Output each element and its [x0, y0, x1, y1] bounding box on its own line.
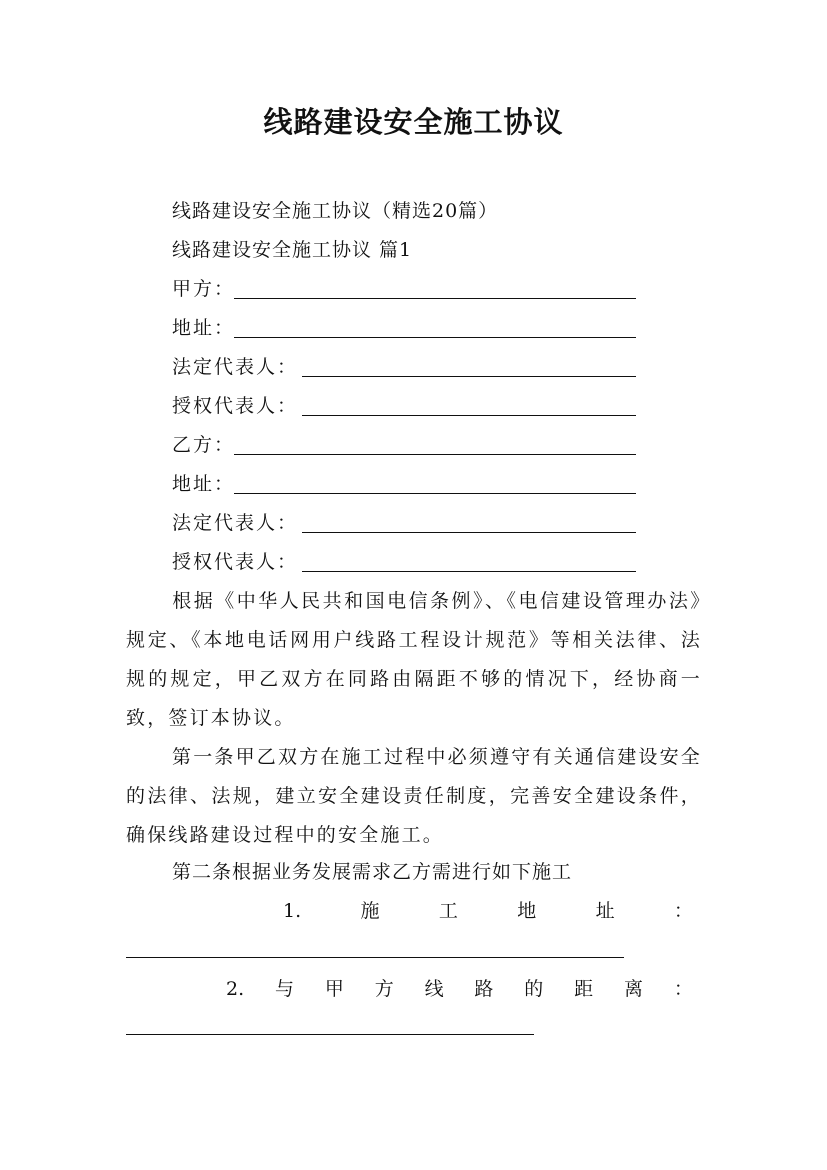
item-char: 的	[524, 978, 544, 1000]
party-a-authorized-rep-field	[172, 393, 636, 419]
paragraph-legal-basis	[126, 582, 702, 738]
field-label: 授权代表人：	[172, 551, 299, 573]
item-construction-address	[283, 898, 693, 924]
field-label: 乙方：	[172, 434, 236, 456]
party-a-legal-rep-field	[172, 354, 636, 380]
item-char: 线	[424, 978, 444, 1000]
fill-in-blank	[234, 493, 636, 494]
paragraph-article-2: 第二条根据业务发展需求乙方需进行如下施工	[172, 861, 573, 883]
fill-in-blank	[302, 415, 636, 416]
party-a-address-field	[172, 315, 636, 341]
item-char: 距	[574, 978, 594, 1000]
field-label: 地址：	[172, 317, 236, 339]
fill-in-blank	[234, 337, 636, 338]
item-char: 路	[474, 978, 494, 1000]
item-char: 1.	[283, 900, 302, 922]
item-char: ：	[673, 900, 693, 922]
field-label: 法定代表人：	[172, 512, 299, 534]
section-heading: 线路建设安全施工协议 篇1	[172, 239, 413, 261]
item-char: 地	[517, 900, 537, 922]
item-char: 工	[438, 900, 458, 922]
party-a-field	[172, 276, 636, 302]
field-label: 授权代表人：	[172, 395, 299, 417]
fill-in-blank	[126, 957, 624, 958]
item-char: 2.	[226, 978, 245, 1000]
item-char: 施	[360, 900, 380, 922]
paragraph-text: 根据《中华人民共和国电信条例》、《电信建设管理办法》规定、《本地电话网用户线路工程设计规范》等相关法律、法规的规定，甲乙双方在同路由隔距不够的情况下，经协商一致，签订本协议。	[126, 590, 702, 729]
fill-in-blank	[126, 1034, 534, 1035]
item-char: 址	[595, 900, 615, 922]
document-title: 线路建设安全施工协议	[263, 105, 564, 139]
item-char: 方	[374, 978, 394, 1000]
paragraph-text: 第一条甲乙双方在施工过程中必须遵守有关通信建设安全的法律、法规，建立安全建设责任制度，完善安全建设条件，确保线路建设过程中的安全施工。	[126, 746, 703, 846]
fill-in-blank	[302, 532, 636, 533]
item-char: 甲	[324, 978, 344, 1000]
party-b-legal-rep-field	[172, 510, 636, 536]
party-b-authorized-rep-field	[172, 549, 636, 575]
fill-in-blank	[302, 376, 636, 377]
item-distance-from-party-a	[226, 976, 693, 1002]
party-b-address-field	[172, 471, 636, 497]
paragraph-article-1	[126, 738, 702, 855]
fill-in-blank	[234, 454, 636, 455]
party-b-field	[172, 432, 636, 458]
fill-in-blank	[234, 298, 636, 299]
item-char: 与	[274, 978, 294, 1000]
fill-in-blank	[302, 571, 636, 572]
field-label: 法定代表人：	[172, 356, 299, 378]
field-label: 甲方：	[172, 278, 236, 300]
document-subtitle: 线路建设安全施工协议（精选20篇）	[172, 200, 499, 222]
item-char: 离	[624, 978, 644, 1000]
field-label: 地址：	[172, 473, 236, 495]
item-char: ：	[673, 978, 693, 1000]
